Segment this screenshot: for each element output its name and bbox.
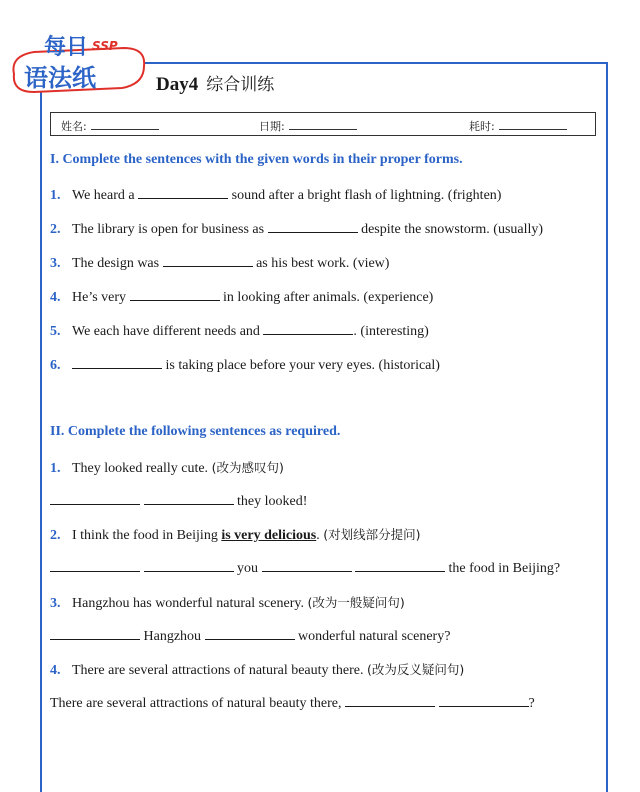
s2-q3: 3. Hangzhou has wonderful natural scenery. (改为一般疑问句) [50,595,405,611]
logo-bottom-text: 语法纸 [24,64,96,92]
answer-blank[interactable] [439,694,529,707]
answer-blank[interactable] [50,492,140,505]
name-field[interactable] [61,118,159,134]
page-title [156,70,274,96]
s1-item-3: 3. The design was as his best work. (view) [50,256,390,271]
answer-blank[interactable] [205,627,295,640]
time-label: 耗时: [469,120,495,133]
day-label: Day4 [156,74,199,95]
s2-q2-answer: you the food in Beijing? [50,559,560,577]
s1-item-4: 4. He’s very in looking after animals. (experience) [50,290,434,305]
info-box [50,112,596,136]
underlined-phrase: is very delicious [221,528,317,543]
ssp-logo-icon [4,26,154,106]
name-label: 姓名: [61,120,87,133]
answer-blank[interactable] [144,492,234,505]
section2-heading: II. Complete the following sentences as required. [50,424,341,439]
time-field[interactable] [469,118,567,134]
answer-blank[interactable] [345,694,435,707]
s2-q1: 1. They looked really cute. (改为感叹句) [50,460,284,476]
answer-blank[interactable] [262,559,352,572]
answer-blank[interactable] [263,322,353,335]
answer-blank[interactable] [268,220,358,233]
logo-tag-text: SSP [92,39,118,53]
answer-blank[interactable] [355,559,445,572]
date-field[interactable] [259,118,357,134]
answer-blank[interactable] [144,559,234,572]
s1-item-1: 1. We heard a sound after a bright flash of lightning. (frighten) [50,188,502,203]
answer-blank[interactable] [163,254,253,267]
answer-blank[interactable] [138,186,228,199]
logo-top-text: 每日 [44,35,89,60]
title-subtitle: 综合训练 [206,75,275,95]
section1-heading: I. Complete the sentences with the given words in their proper forms. [50,152,463,167]
s2-q3-answer: Hangzhou wonderful natural scenery? [50,627,450,645]
s2-q4: 4. There are several attractions of natural beauty there. (改为反义疑问句) [50,662,465,678]
s2-q1-answer: they looked! [50,492,307,510]
answer-blank[interactable] [72,356,162,369]
date-label: 日期: [259,120,285,133]
s1-item-6: 6. is taking place before your very eyes. (historical) [50,358,440,373]
s2-q4-answer: There are several attractions of natural beauty there, ? [50,696,535,711]
s1-item-5: 5. We each have different needs and . (interesting) [50,324,429,339]
s2-q2: 2. I think the food in Beijing is very delicious. (对划线部分提问) [50,527,421,543]
answer-blank[interactable] [50,559,140,572]
s1-item-2: 2. The library is open for business as despite the snowstorm. (usually) [50,222,544,237]
answer-blank[interactable] [130,288,220,301]
answer-blank[interactable] [50,627,140,640]
